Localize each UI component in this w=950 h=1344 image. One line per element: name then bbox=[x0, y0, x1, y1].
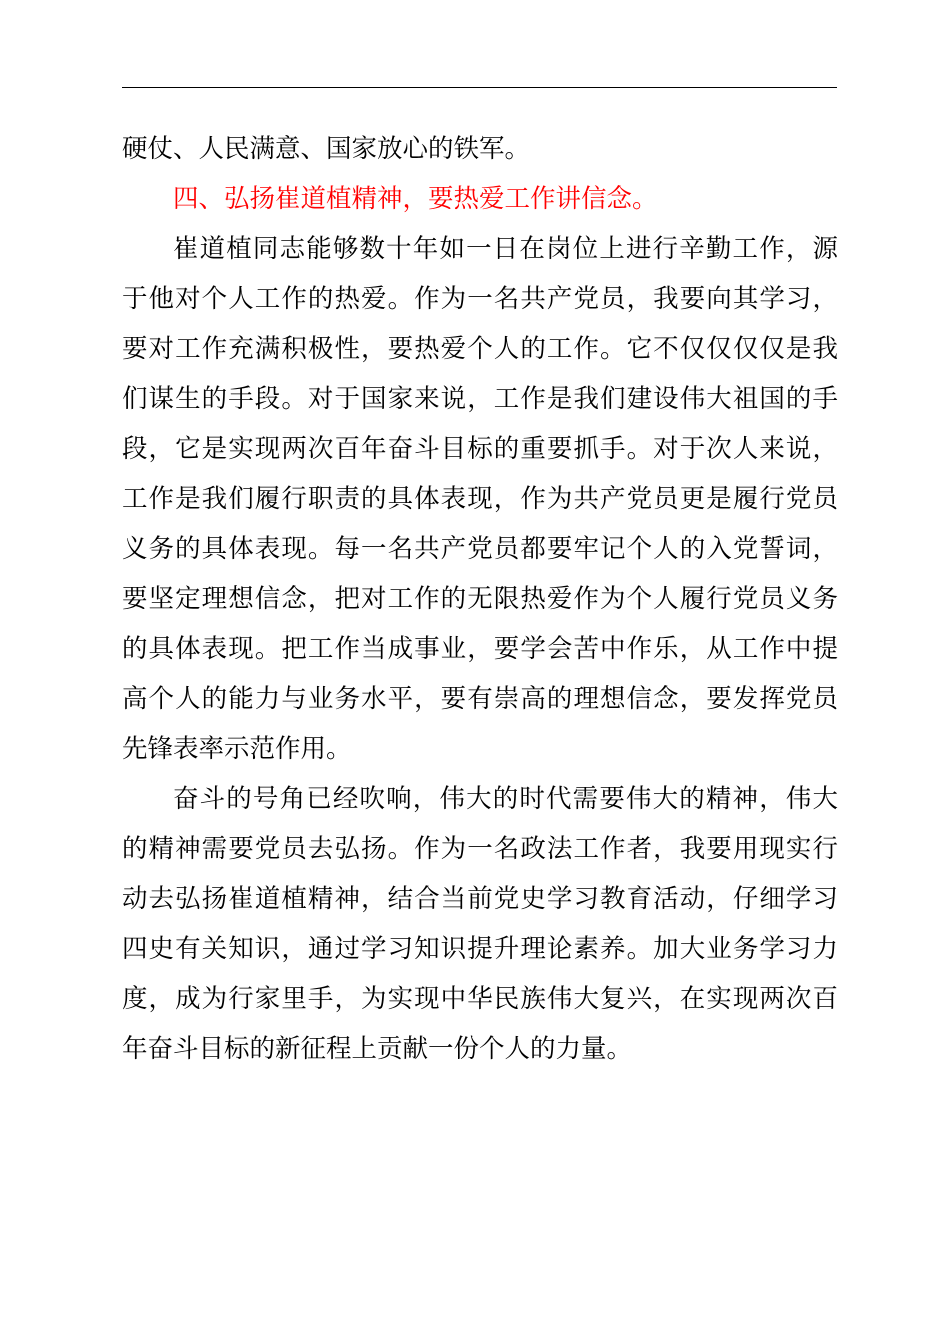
paragraph-line: 的具体表现。把工作当成事业，要学会苦中作乐，从工作中提 bbox=[122, 634, 838, 664]
paragraph-line: 高个人的能力与业务水平，要有崇高的理想信念，要发挥党员 bbox=[122, 684, 838, 714]
paragraph-line: 度，成为行家里手，为实现中华民族伟大复兴，在实现两次百 bbox=[122, 984, 838, 1014]
paragraph-line: 动去弘扬崔道植精神，结合当前党史学习教育活动，仔细学习 bbox=[122, 884, 838, 914]
paragraph-line: 要坚定理想信念，把对工作的无限热爱作为个人履行党员义务 bbox=[122, 584, 838, 614]
paragraph-line: 奋斗的号角已经吹响，伟大的时代需要伟大的精神，伟大 bbox=[173, 784, 838, 814]
paragraph-1 bbox=[122, 224, 838, 774]
continuation-line: 硬仗、人民满意、国家放心的铁军。 bbox=[122, 134, 531, 164]
paragraph-line: 年奋斗目标的新征程上贡献一份个人的力量。 bbox=[122, 1034, 633, 1064]
paragraph-line: 要对工作充满积极性，要热爱个人的工作。它不仅仅仅仅是我 bbox=[122, 334, 838, 364]
paragraph-line: 先锋表率示范作用。 bbox=[122, 734, 352, 764]
paragraph-line: 四史有关知识，通过学习知识提升理论素养。加大业务学习力 bbox=[122, 934, 838, 964]
section-heading: 四、弘扬崔道植精神，要热爱工作讲信念。 bbox=[173, 184, 658, 214]
paragraph-line: 段，它是实现两次百年奋斗目标的重要抓手。对于次人来说， bbox=[122, 434, 838, 464]
paragraph-line: 于他对个人工作的热爱。作为一名共产党员，我要向其学习， bbox=[122, 284, 838, 314]
document-body bbox=[122, 124, 838, 1074]
paragraph-line: 崔道植同志能够数十年如一日在岗位上进行辛勤工作，源 bbox=[173, 234, 838, 264]
paragraph-line: 义务的具体表现。每一名共产党员都要牢记个人的入党誓词， bbox=[122, 534, 838, 564]
paragraph-line: 们谋生的手段。对于国家来说，工作是我们建设伟大祖国的手 bbox=[122, 384, 838, 414]
paragraph-line: 的精神需要党员去弘扬。作为一名政法工作者，我要用现实行 bbox=[122, 834, 838, 864]
paragraph-2 bbox=[122, 774, 838, 1074]
paragraph-line: 工作是我们履行职责的具体表现，作为共产党员更是履行党员 bbox=[122, 484, 838, 514]
header-rule bbox=[122, 87, 837, 88]
